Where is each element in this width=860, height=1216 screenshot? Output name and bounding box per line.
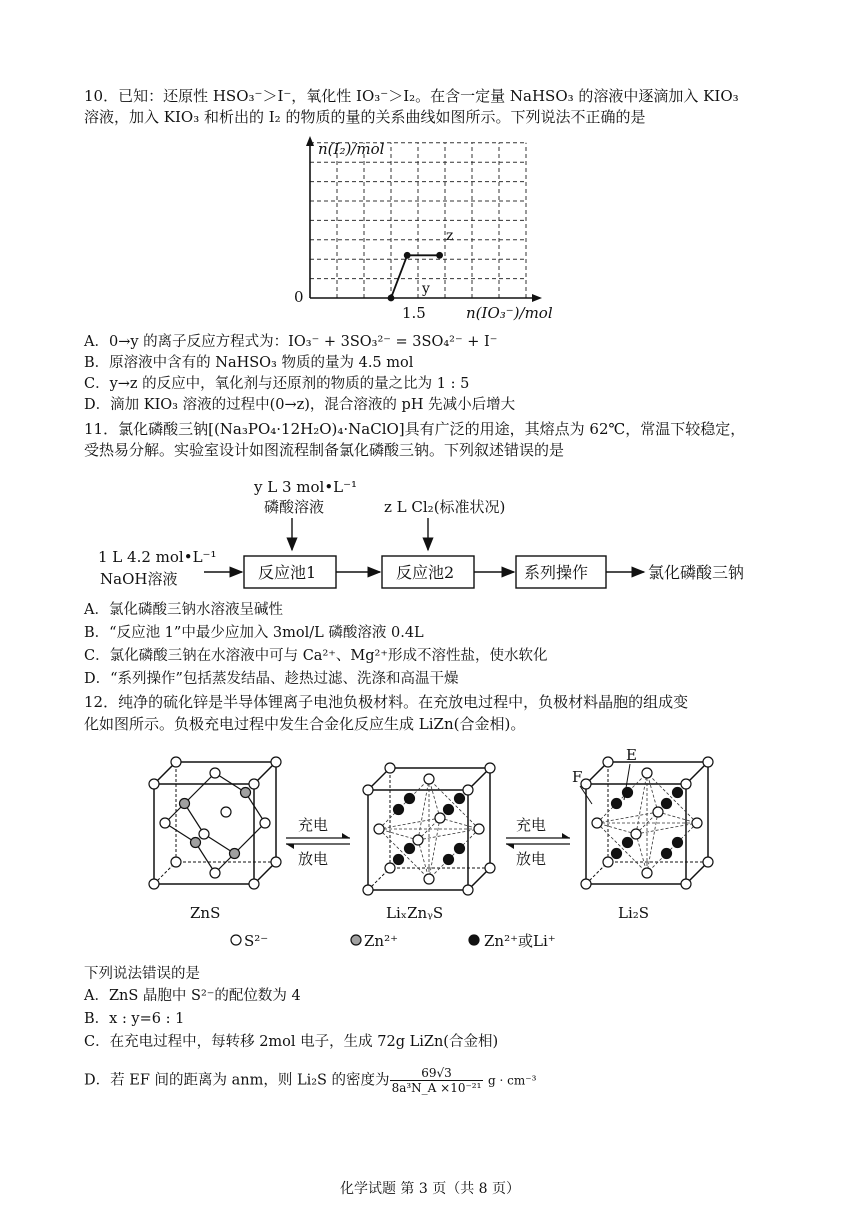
bond-line <box>185 773 216 804</box>
anion-s-atom <box>603 857 613 867</box>
anion-s-atom <box>592 818 602 828</box>
anion-s-atom <box>385 763 395 773</box>
q11-option-c[interactable]: C．氯化磷酸三钠在水溶液中可与 Ca²⁺、Mg²⁺形成不溶性盐，使水软化 <box>84 648 548 664</box>
y-axis-arrow <box>306 136 314 146</box>
cation-zn-li-atom <box>455 844 465 854</box>
charge-label-1: 充电 <box>298 816 329 834</box>
cation-zn-li-atom <box>673 788 683 798</box>
zns-unit-cell <box>149 757 281 889</box>
anion-s-atom <box>171 857 181 867</box>
legend-zn-label: Zn²⁺ <box>364 932 399 950</box>
q10-option-b[interactable]: B．原溶液中含有的 NaHSO₃ 物质的量为 4.5 mol <box>84 355 414 371</box>
series-point <box>388 295 395 302</box>
equilibrium-arrows-left <box>286 833 350 849</box>
y-axis-label: n(I₂)/mol <box>318 140 385 158</box>
q11-stem-line1: 11．氯化磷酸三钠[(Na₃PO₄·12H₂O)₄·NaClO]具有广泛的用途，其熔点为 62℃，常温下较稳定， <box>84 420 746 438</box>
anion-s-atom <box>385 863 395 873</box>
q10-option-a[interactable]: A．0→y 的离子反应方程式为：IO₃⁻ + 3SO₃²⁻ = 3SO₄²⁻ + I⁻ <box>84 334 498 350</box>
anion-s-atom <box>642 768 652 778</box>
cation-zn-li-atom <box>612 799 622 809</box>
q12-option-b[interactable]: B．x : y=6 : 1 <box>84 1011 185 1027</box>
series-line <box>391 255 440 298</box>
internal-dash-line <box>440 818 479 829</box>
internal-dash-line <box>418 829 479 840</box>
internal-dash-line <box>658 812 697 823</box>
q12-option-d[interactable] <box>84 1066 536 1095</box>
q11-option-d[interactable]: D．“系列操作”包括蒸发结晶、趁热过滤、洗涤和高温干燥 <box>84 671 459 687</box>
cation-zn-li-atom <box>444 855 454 865</box>
cation-zn-atom <box>230 849 240 859</box>
label-zns: ZnS <box>190 904 221 922</box>
legend-s-label: S²⁻ <box>244 932 269 950</box>
anion-s-atom <box>221 807 231 817</box>
q11-flowchart <box>84 468 784 596</box>
anion-s-atom <box>681 779 691 789</box>
anion-s-atom <box>210 768 220 778</box>
q12-option-a[interactable]: A．ZnS 晶胞中 S²⁻的配位数为 4 <box>84 988 301 1004</box>
q12-stem-line2: 化如图所示。负极充电过程中发生合金化反应生成 LiZn(合金相)。 <box>84 715 526 733</box>
series-point <box>436 252 443 259</box>
discharge-label-1: 放电 <box>298 850 329 868</box>
cation-zn-atom <box>180 799 190 809</box>
internal-dash-line <box>597 773 647 823</box>
internal-dash-line <box>429 829 479 879</box>
internal-dash-line <box>647 823 697 873</box>
page-footer: 化学试题 第 3 页（共 8 页） <box>339 1181 521 1197</box>
series-point <box>404 252 411 259</box>
internal-dash-line <box>379 818 440 829</box>
origin-label: 0 <box>294 288 304 306</box>
cation-zn-li-atom <box>444 805 454 815</box>
legend-s-marker <box>231 935 241 945</box>
chart-axes <box>306 136 542 302</box>
anion-s-atom <box>149 779 159 789</box>
anion-s-atom <box>249 779 259 789</box>
anion-s-atom <box>603 757 613 767</box>
fraction-denominator: 8a³N_A ×10⁻²¹ <box>391 1081 482 1095</box>
discharge-label-2: 放电 <box>516 850 547 868</box>
anion-s-atom <box>374 824 384 834</box>
anion-s-atom <box>485 863 495 873</box>
equilibrium-arrows-right <box>506 833 570 849</box>
q10-stem-line1: 10．已知：还原性 HSO₃⁻＞I⁻，氧化性 IO₃⁻＞I₂。在含一定量 NaHSO₃ 的溶液中逐滴加入 KIO₃ <box>84 87 739 105</box>
anion-s-atom <box>581 779 591 789</box>
flow-input1-line2: 磷酸溶液 <box>264 498 325 516</box>
flow-product-label: 氯化磷酸三钠 <box>648 563 745 582</box>
q10-chart <box>290 134 580 324</box>
q12-lead: 下列说法错误的是 <box>84 966 200 982</box>
anion-s-atom <box>199 829 209 839</box>
label-f: F <box>572 768 583 786</box>
internal-dash-line <box>379 779 429 829</box>
legend-zn-marker <box>351 935 361 945</box>
lixznys-unit-cell <box>363 763 495 895</box>
q11-option-b[interactable]: B．“反应池 1”中最少应加入 3mol/L 磷酸溶液 0.4L <box>84 625 424 641</box>
cation-zn-li-atom <box>662 799 672 809</box>
anion-s-atom <box>692 818 702 828</box>
cation-zn-li-atom <box>394 855 404 865</box>
anion-s-atom <box>271 757 281 767</box>
x-axis-arrow <box>532 294 542 302</box>
li2s-unit-cell <box>581 757 713 889</box>
anion-s-atom <box>463 885 473 895</box>
anion-s-atom <box>363 885 373 895</box>
internal-dash-line <box>379 829 418 840</box>
legend-znli-label: Zn²⁺或Li⁺ <box>484 932 556 950</box>
anion-s-atom <box>271 857 281 867</box>
anion-s-atom <box>485 763 495 773</box>
flow-box3-label: 系列操作 <box>524 563 589 582</box>
internal-dash-line <box>636 823 697 834</box>
q10-stem-line2: 溶液，加入 KIO₃ 和析出的 I₂ 的物质的量的关系曲线如图所示。下列说法不正确的是 <box>84 108 646 126</box>
label-li2s: Li₂S <box>618 904 650 922</box>
cation-zn-li-atom <box>405 794 415 804</box>
point-z-label: z <box>446 228 454 244</box>
flow-input2: z L Cl₂(标准状况) <box>384 498 506 516</box>
x-axis-label: n(IO₃⁻)/mol <box>466 304 553 322</box>
internal-dash-line <box>597 812 658 823</box>
anion-s-atom <box>474 824 484 834</box>
anion-s-atom <box>160 818 170 828</box>
q10-option-d[interactable]: D．滴加 KIO₃ 溶液的过程中(0→z)，混合溶液的 pH 先减小后增大 <box>84 397 516 413</box>
label-lixznys: LiₓZnᵧS <box>386 904 444 922</box>
cation-zn-li-atom <box>612 849 622 859</box>
anion-s-atom <box>681 879 691 889</box>
anion-s-atom <box>435 813 445 823</box>
q12-crystal-diagram <box>140 742 740 954</box>
anion-s-atom <box>210 868 220 878</box>
cation-zn-li-atom <box>405 844 415 854</box>
anion-s-atom <box>581 879 591 889</box>
bond-line <box>235 823 266 854</box>
cation-zn-atom <box>241 788 251 798</box>
flow-start-line2: NaOH溶液 <box>100 570 178 588</box>
anion-s-atom <box>363 785 373 795</box>
q12-option-c[interactable]: C．在充电过程中，每转移 2mol 电子，生成 72g LiZn(合金相) <box>84 1034 499 1050</box>
anion-s-atom <box>653 807 663 817</box>
cation-zn-li-atom <box>673 838 683 848</box>
flow-start-line1: 1 L 4.2 mol•L⁻¹ <box>98 548 217 566</box>
anion-s-atom <box>260 818 270 828</box>
density-unit: g · cm⁻³ <box>488 1073 537 1088</box>
anion-s-atom <box>171 757 181 767</box>
q11-stem-line2: 受热易分解。实验室设计如图流程制备氯化磷酸三钠。下列叙述错误的是 <box>84 441 565 459</box>
cation-zn-li-atom <box>662 849 672 859</box>
anion-s-atom <box>642 868 652 878</box>
cation-zn-li-atom <box>455 794 465 804</box>
label-e: E <box>626 746 637 764</box>
point-y-label: y <box>422 281 430 297</box>
anion-s-atom <box>249 879 259 889</box>
anion-s-atom <box>703 857 713 867</box>
q11-option-a[interactable]: A．氯化磷酸三钠水溶液呈碱性 <box>84 602 283 618</box>
internal-dash-line <box>597 823 636 834</box>
legend-znli-marker <box>469 935 479 945</box>
anion-s-atom <box>424 774 434 784</box>
flow-box2-label: 反应池2 <box>396 563 455 582</box>
fraction-numerator: 69√3 <box>390 1066 484 1081</box>
flow-input1-line1: y L 3 mol•L⁻¹ <box>254 478 358 496</box>
anion-s-atom <box>149 879 159 889</box>
anion-s-atom <box>631 829 641 839</box>
anion-s-atom <box>413 835 423 845</box>
cation-zn-li-atom <box>623 788 633 798</box>
flow-box1-label: 反应池1 <box>258 563 317 582</box>
chart-grid <box>310 143 526 298</box>
q12-stem-line1: 12．纯净的硫化锌是半导体锂离子电池负极材料。在充放电过程中，负极材料晶胞的组成变 <box>84 693 689 711</box>
cation-zn-li-atom <box>394 805 404 815</box>
anion-s-atom <box>463 785 473 795</box>
charge-label-2: 充电 <box>516 816 547 834</box>
density-fraction <box>390 1066 484 1095</box>
cation-zn-li-atom <box>623 838 633 848</box>
option-d-prefix: D．若 EF 间的距离为 anm，则 Li₂S 的密度为 <box>84 1072 390 1089</box>
q10-option-c[interactable]: C．y→z 的反应中，氧化剂与还原剂的物质的量之比为 1 : 5 <box>84 376 470 392</box>
x-tick-label: 1.5 <box>402 304 426 322</box>
anion-s-atom <box>424 874 434 884</box>
anion-s-atom <box>703 757 713 767</box>
cation-zn-atom <box>191 838 201 848</box>
